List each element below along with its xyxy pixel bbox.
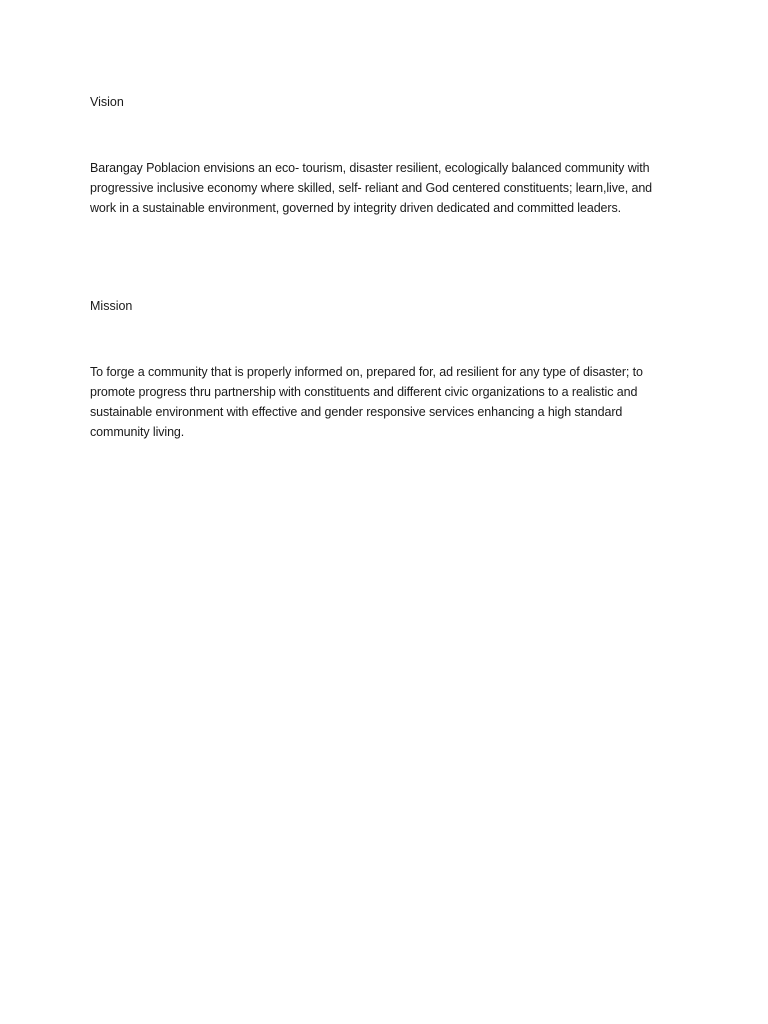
mission-line: promote progress thru partnership with constituents and different civic organizations to a realistic and [90, 385, 638, 399]
mission-line: To forge a community that is properly informed on, prepared for, ad resilient for any type of disaster; to [90, 365, 643, 379]
vision-line: progressive inclusive economy where skilled, self- reliant and God centered constituents; learn,live, and [90, 181, 653, 195]
mission-line: sustainable environment with effective and gender responsive services enhancing a high standard [90, 405, 623, 419]
mission-paragraph [90, 362, 690, 442]
vision-paragraph [90, 158, 690, 218]
vision-line: work in a sustainable environment, governed by integrity driven dedicated and committed leaders. [90, 201, 621, 215]
vision-heading: Vision [90, 95, 124, 109]
mission-line: community living. [90, 425, 185, 439]
vision-line: Barangay Poblacion envisions an eco- tourism, disaster resilient, ecologically balanced community with [90, 161, 650, 175]
mission-heading: Mission [90, 299, 133, 313]
